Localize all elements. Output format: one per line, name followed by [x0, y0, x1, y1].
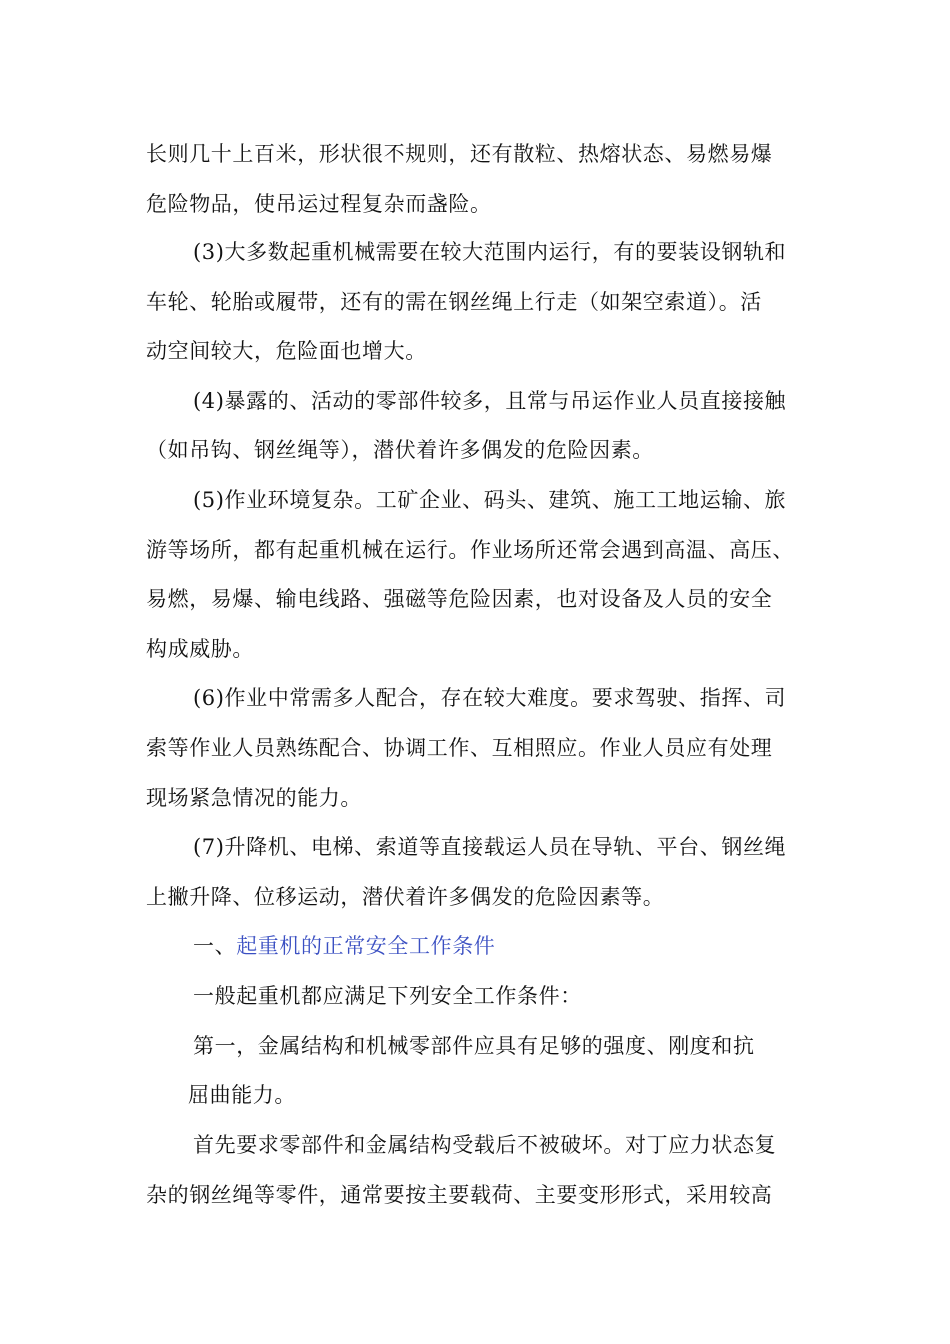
- text-line: 易燃，易爆、输电线路、强磁等危险因素，也对设备及人员的安全: [146, 587, 773, 611]
- text-line: 长则几十上百米，形状很不规则，还有散粒、热熔状态、易燃易爆: [146, 142, 773, 166]
- section-heading: [193, 931, 495, 961]
- paragraph-4-line: (4)暴露的、活动的零部件较多，且常与吊运作业人员直接接触: [193, 389, 787, 413]
- text-line: 动空间较大，危险面也增大。: [146, 339, 427, 363]
- text-line: 杂的钢丝绳等零件，通常要按主要载荷、主要变形形式，采用较高: [146, 1183, 773, 1207]
- text-line: （如吊钩、钢丝绳等），潜伏着许多偶发的危险因素。: [146, 438, 654, 462]
- text-line: 游等场所，都有起重机械在运行。作业场所还常会遇到高温、高压、: [146, 538, 794, 562]
- text-line: 索等作业人员熟练配合、协调工作、互相照应。作业人员应有处理: [146, 736, 773, 760]
- text-line: 现场紧急情况的能力。: [146, 786, 362, 810]
- paragraph-3-line: (3)大多数起重机械需要在较大范围内运行，有的要装设钢轨和: [193, 240, 787, 264]
- paragraph-5-line: (5)作业环境复杂。工矿企业、码头、建筑、施工工地运输、旅: [193, 488, 787, 512]
- text-line: 危险物品，使吊运过程复杂而盏险。: [146, 192, 492, 216]
- text-line: 第一，金属结构和机械零部件应具有足够的强度、刚度和抗: [193, 1034, 755, 1058]
- text-line: 构成威胁。: [146, 637, 254, 661]
- section-heading-prefix: 一、: [193, 934, 237, 958]
- text-line: 上撇升降、位移运动，潜伏着许多偶发的危险因素等。: [146, 885, 665, 909]
- paragraph-6-line: (6)作业中常需多人配合，存在较大难度。要求驾驶、指挥、司: [193, 686, 787, 710]
- paragraph-7-line: (7)升降机、电梯、索道等直接载运人员在导轨、平台、钢丝绳: [193, 835, 787, 859]
- text-line: 车轮、轮胎或履带，还有的需在钢丝绳上行走（如架空索道）。活: [146, 290, 762, 314]
- text-line: 首先要求零部件和金属结构受载后不被破坏。对丁应力状态复: [193, 1133, 777, 1157]
- text-line: 屈曲能力。: [188, 1083, 296, 1107]
- section-heading-link[interactable]: 起重机的正常安全工作条件: [236, 934, 496, 958]
- text-line: 一般起重机都应满足下列安全工作条件：: [193, 984, 582, 1008]
